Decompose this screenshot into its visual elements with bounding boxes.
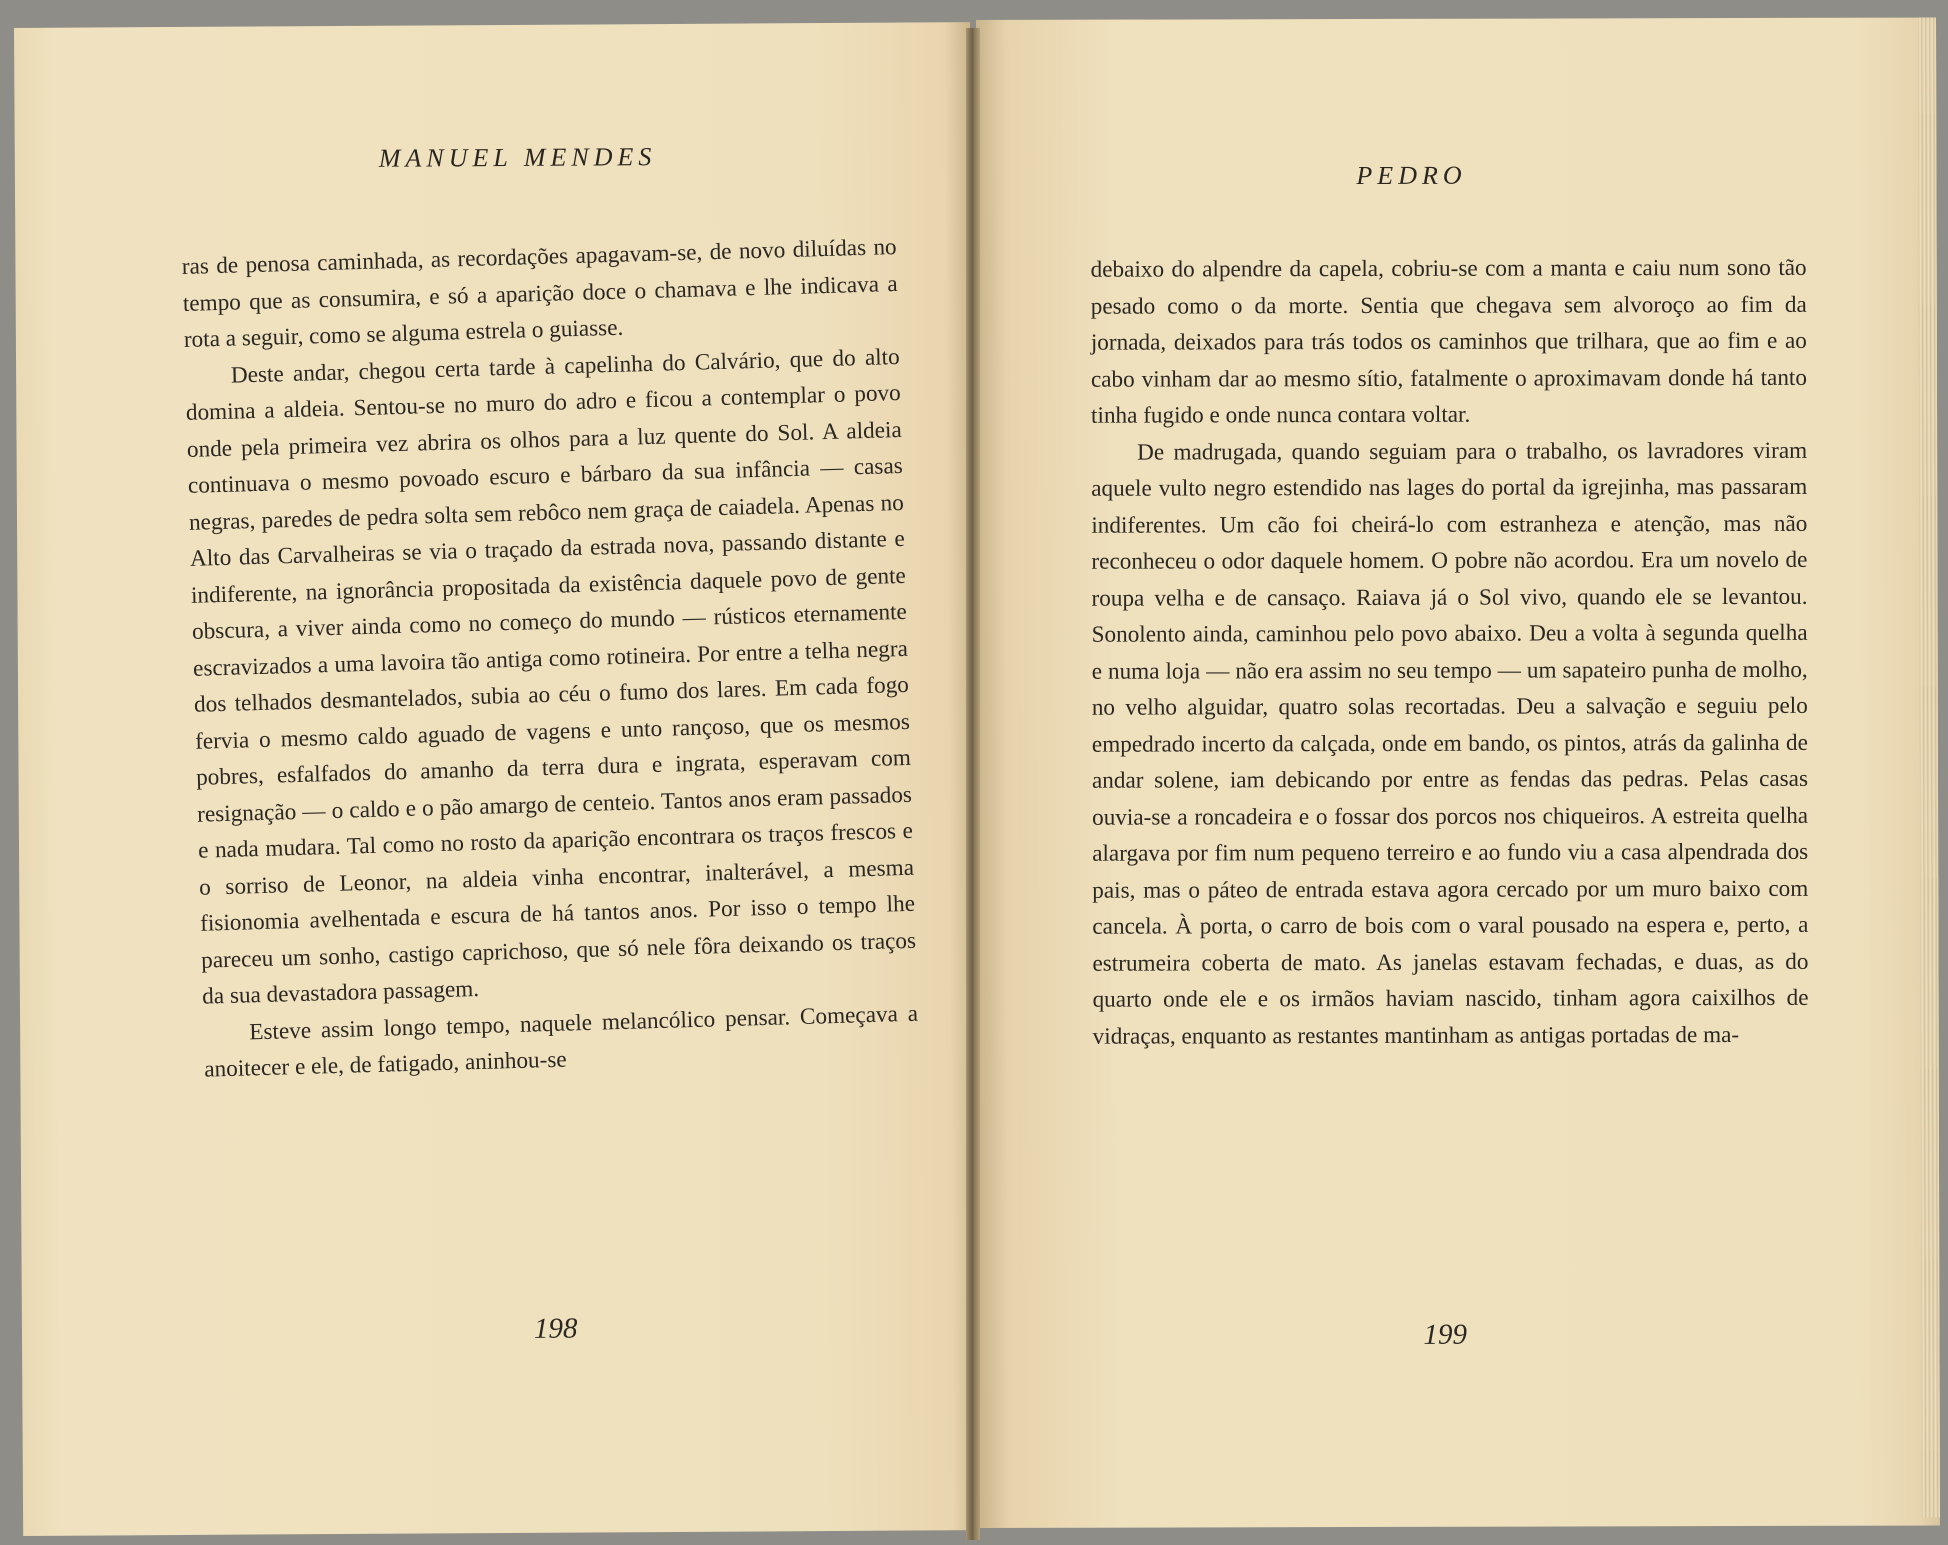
running-head-author: MANUEL MENDES <box>378 142 657 173</box>
paragraph: Esteve assim longo tempo, naquele melancólico pensar. Começava a anoitecer e ele, de fatigado, aninhou-se <box>203 1000 919 1083</box>
paragraph: De madrugada, quando seguiam para o trabalho, os lavradores viram aquele vulto negro estendido nas lages do portal da igrejinha, mas passaram indiferentes. Um cão foi cheirá-lo com estranheza e atenção, mas não reconheceu o odor daquele homem. O pobre não acordou. Era um novelo de roupa velha e de cansaço. Raiava já o Sol vivo, quando ele se levantou. Sonolento ainda, caminhou pelo povo abaixo. Deu a volta à segunda quelha e numa loja — não era assim no seu tempo — um sapateiro punha de molho, no velho alguidar, quatro solas recortadas. Deu a salvação e seguiu pelo empedrado incerto da calçada, onde em bando, os pintos, atrás da galinha de andar solene, iam debicando por entre as fendas das pedras. Pelas casas ouvia-se a roncadeira e o fossar dos porcos nos chiqueiros. A estreita quelha alargava por fim num pequeno terreiro e ao fundo viu a casa alpendrada dos pais, mas o páteo de entrada estava agora cercado por um muro baixo com cancela. À porta, o carro de bois com o varal pousado na espera e, perto, a estrumeira coberta de mato. As janelas estavam fechadas, e duas, as do quarto onde ele e os irmãos haviam nascido, tinham agora caixilhos de vidraças, enquanto as restantes mantinham as antigas portadas de ma- <box>1091 437 1809 1050</box>
right-page-text <box>1091 250 1809 1055</box>
page-number-left: 198 <box>533 1312 578 1345</box>
book-gutter <box>966 28 980 1540</box>
paragraph: ras de penosa caminhada, as recordações apagavam-se, de novo diluídas no tempo que as consumira, e só a aparição doce o chamava e lhe indicava a rota a seguir, como se alguma estrela o guiasse. <box>181 234 898 353</box>
paragraph: Deste andar, chegou certa tarde à capelinha do Calvário, que do alto domina a aldeia. Sentou-se no muro do adro e ficou a contemplar o povo onde pela primeira vez abrira os olhos para a luz quente do Sol. A aldeia continuava o mesmo povoado escuro e bárbaro da sua infância — casas negras, paredes de pedra solta sem rebôco nem graça de caiadela. Apenas no Alto das Carvalheiras se via o traçado da estrada nova, passando distante e indiferente, na ignorância propositada da existência daquele povo de gente obscura, a viver ainda como no começo do mundo — rústicos eternamente escravizados a uma lavoira tão antiga como rotineira. Por entre a telha negra dos telhados desmantelados, subia ao céu o fumo dos lares. Em cada fogo fervia o mesmo caldo aguado de vagens e unto rançoso, que os mesmos pobres, esfalfados do amanho da terra dura e ingrata, esperavam com resignação — o caldo e o pão amargo de centeio. Tantos anos eram passados e nada mudara. Tal como no rosto da aparição encontrara os traços frescos e o sorriso de Leonor, na aldeia vinha encontrar, inalterável, a mesma fisionomia avelhentada e escura de há tantos anos. Por isso o tempo lhe pareceu um sonho, castigo caprichoso, que só nele fôra deixando os traços da sua devastadora passagem. <box>185 343 917 1010</box>
left-page-text <box>181 229 919 1088</box>
paragraph: debaixo do alpendre da capela, cobriu-se com a manta e caiu num sono tão pesado como o da morte. Sentia que chegava sem alvoroço ao fim da jornada, deixados para trás todos os caminhos que trilhara, que ao fim e ao cabo vinham dar ao mesmo sítio, fatalmente o aproximavam donde há tanto tinha fugido e onde nunca contara voltar. <box>1090 254 1807 429</box>
book-spread <box>14 28 1938 1540</box>
left-page <box>14 22 979 1536</box>
page-number-right: 199 <box>1423 1318 1467 1351</box>
right-page <box>976 17 1940 1528</box>
running-head-title: PEDRO <box>1356 160 1467 191</box>
page-edge <box>1918 17 1940 1517</box>
